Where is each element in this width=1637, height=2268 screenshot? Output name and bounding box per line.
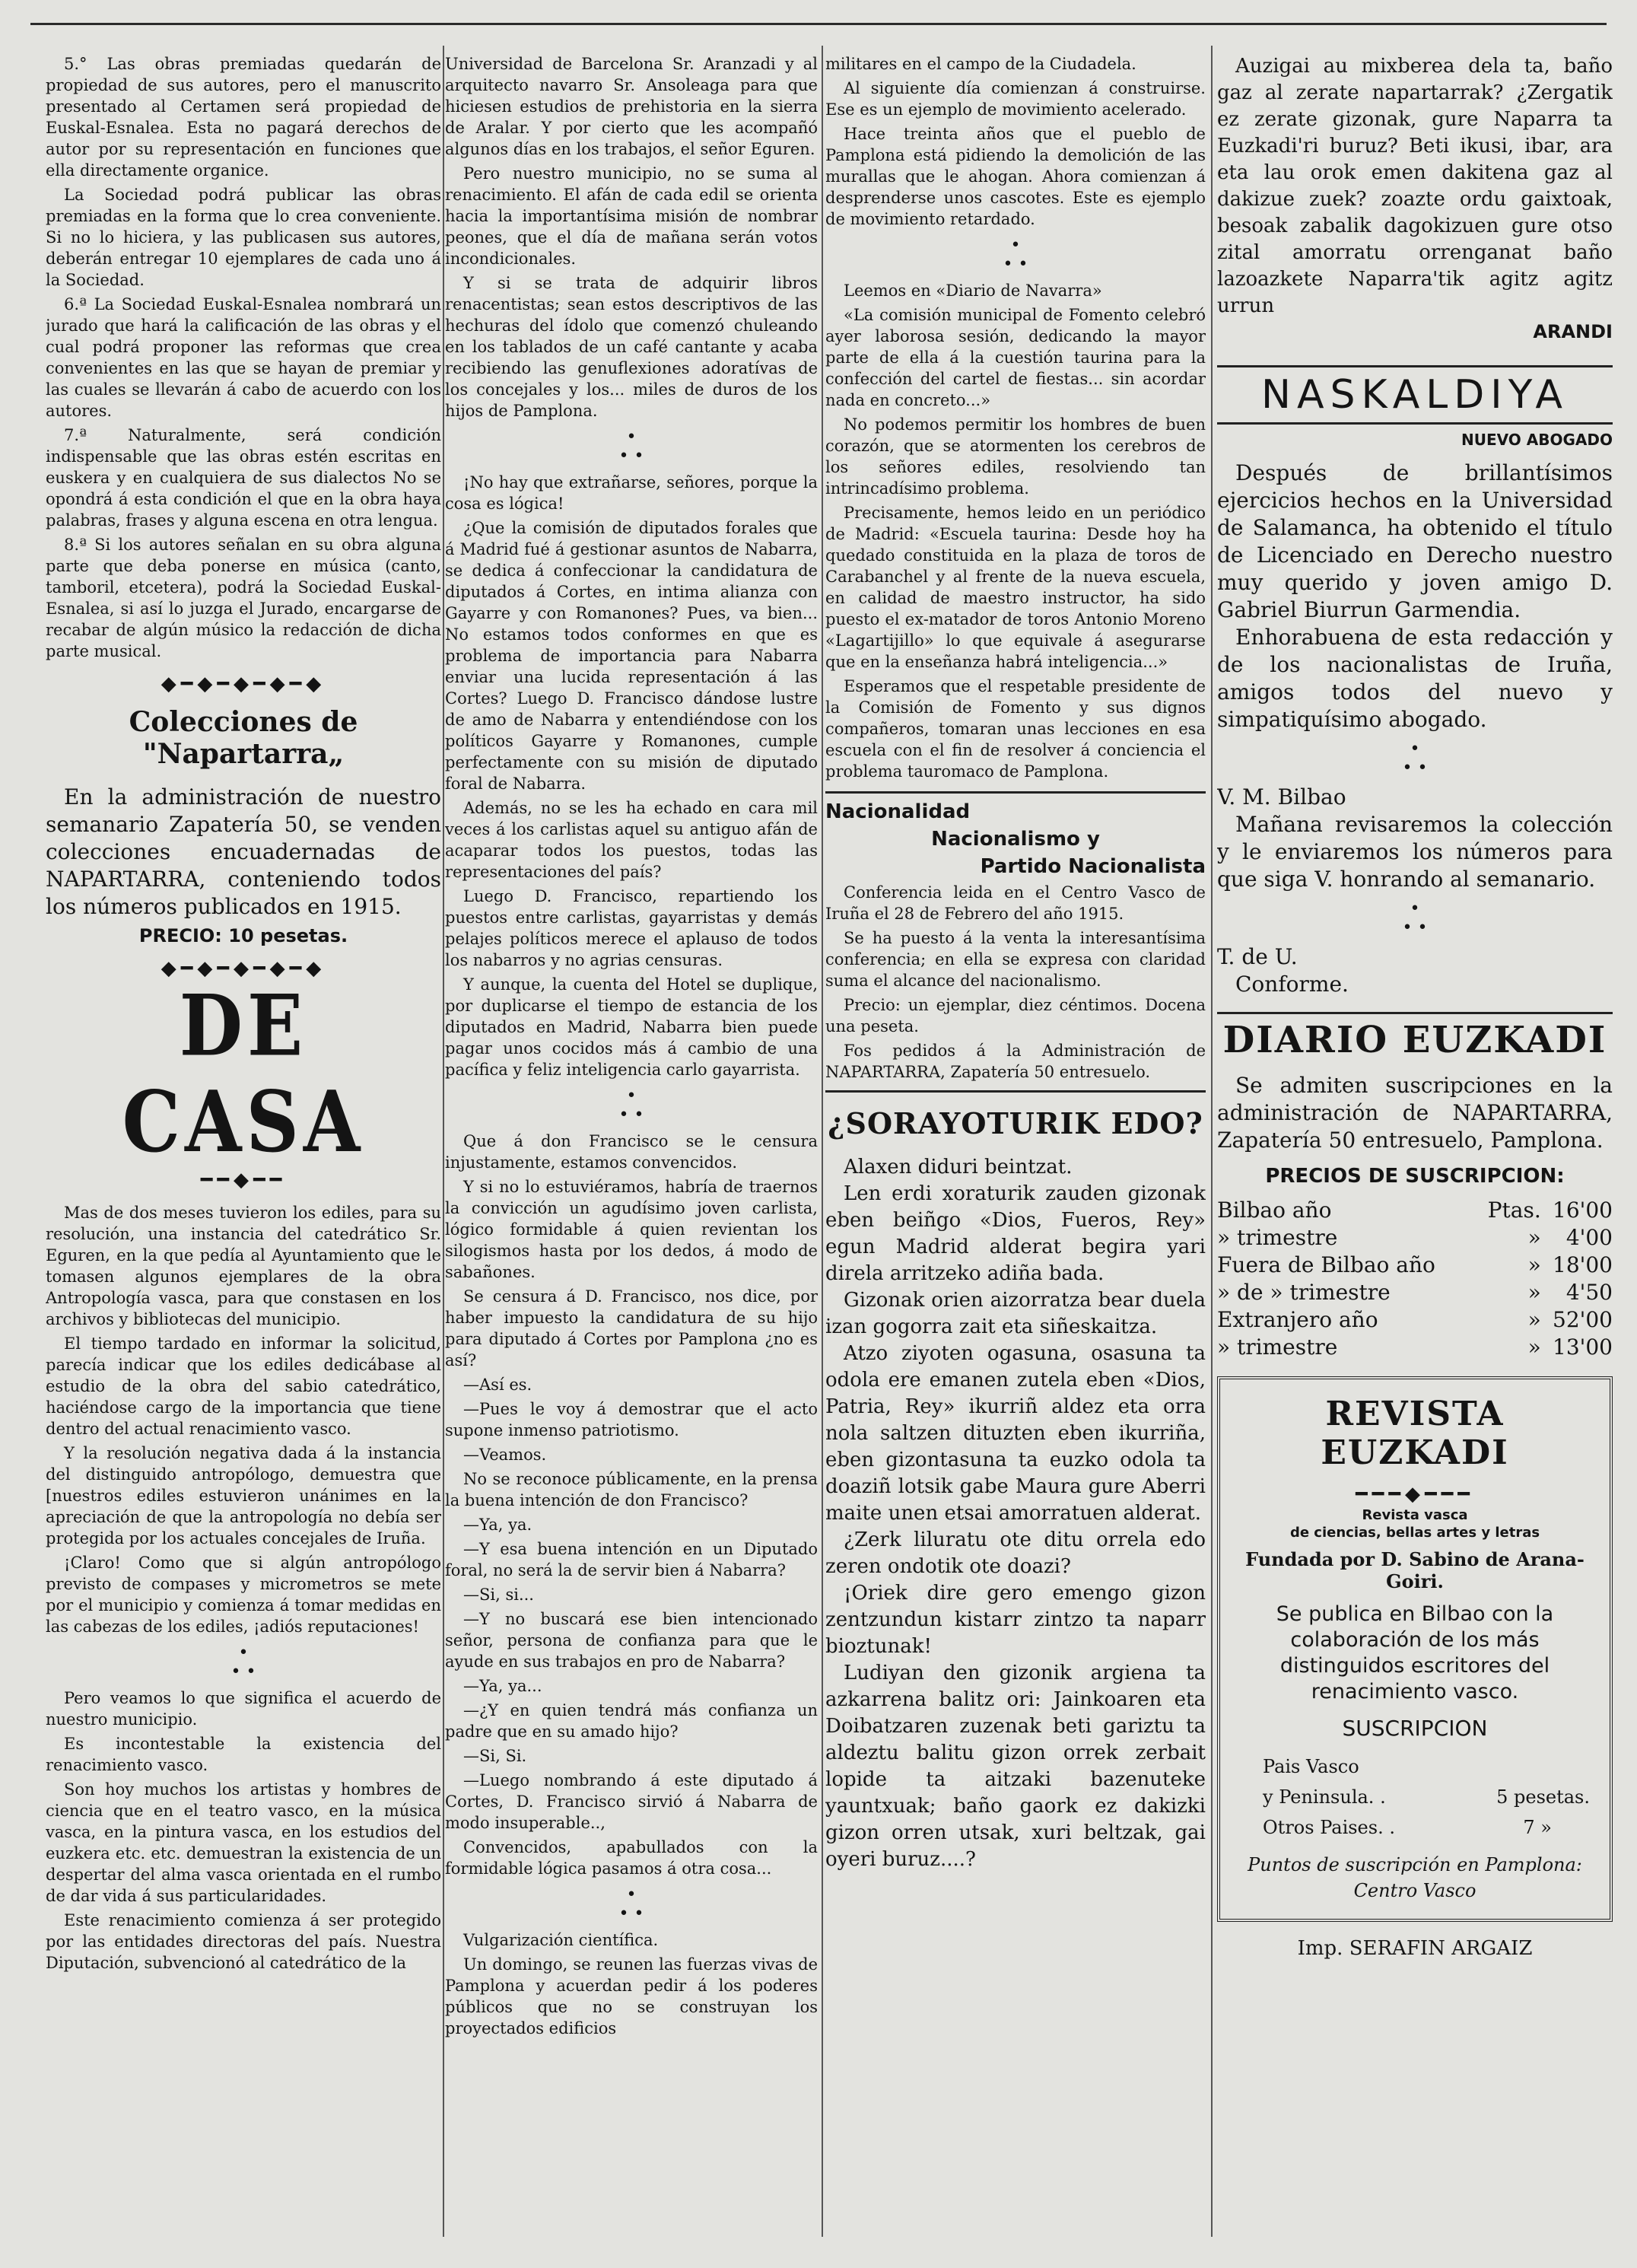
paragraph: Leemos en «Diario de Navarra» <box>844 282 1102 300</box>
nacionalidad-title-3: Partido Nacionalista <box>980 855 1206 878</box>
paragraph: 8.ª Si los autores señalan en su obra alguna parte que deba ponerse en música (canto, tamboril, etcetera), podrá la Sociedad Euskal-Esnalea, si así lo juzga el Jurado, encargarse de recabar de algún músico la redacción de dicha parte musical. <box>46 536 441 660</box>
table-cell: Bilbao año <box>1217 1198 1332 1223</box>
paragraph: Len erdi xoraturik zauden gizonak eben beiñgo «Dios, Fueros, Rey» egun Madrid alderat begira yari direla arritzeko adiña bada. <box>825 1182 1206 1285</box>
top-rule <box>30 23 1607 25</box>
paragraph: Mas de dos meses tuvieron los ediles, para su resolución, una instancia del catedrático Sr. Eguren, en la que pedía al Ayuntamiento que le tomasen algunos ejemplares de la obra Antropología vasca, para que constasen en los archivos y bibliotecas del municipio. <box>46 1204 441 1328</box>
paragraph: militares en el campo de la Ciudadela. <box>825 55 1136 73</box>
table-cell: Ptas. <box>1487 1198 1541 1223</box>
table-row <box>1217 1197 1613 1224</box>
dialog-line: —Ya, ya. <box>463 1516 532 1534</box>
paragraph: Conferencia leida en el Centro Vasco de Iruña el 28 de Febrero del año 1915. <box>825 883 1206 923</box>
paragraph: Atzo ziyoten ogasuna, osasuna ta odola ere emanen zutela eben «Dios, Patria, Rey» ikurriñ aldez eta orra nola saltzen dituzten eben ikurriña, eben gizontasuna ta euzko odola ta doaziñ lotsik gabe Maura gure Aberri maite unen etsai amorratuen alderat. <box>825 1342 1206 1525</box>
paragraph: Son hoy muchos los artistas y hombres de ciencia que en el teatro vasco, en la música vasca, en la pintura vasca, en los estudios del euzkera etc. etc. demuestran la existencia de un despertar del alma vasca orientada en el rumbo de dar vida á sus particularidades. <box>46 1780 441 1905</box>
puntos-suscripcion: Puntos de suscripción en Pamplona: Centro Vasco <box>1248 1854 1582 1901</box>
nacionalidad-title-1: Nacionalidad <box>825 800 971 823</box>
correspondent-label: V. M. Bilbao <box>1217 784 1346 810</box>
paragraph: ¡No hay que extrañarse, señores, porque la cosa es lógica! <box>445 473 818 513</box>
column-4 <box>1217 53 1613 2244</box>
list-label: Pais Vasco <box>1263 1756 1359 1777</box>
paragraph: Y si no lo estuviéramos, habría de traernos la convicción un agudísimo joven carlista, lógico formidable á quien revientan los silogismos hasta por los dedos, á modo de sabañones. <box>445 1178 818 1281</box>
table-cell: » <box>1527 1225 1541 1250</box>
list-label: y Peninsula. . <box>1263 1786 1386 1808</box>
paragraph: Y aunque, la cuenta del Hotel se duplique, por duplicarse el tiempo de estancia de los diputados en Madrid, Nabarra bien puede pagar unos cocidos más á cambio de una pacífica y feliz inteligencia carlo gayarrista. <box>445 975 818 1079</box>
nuevo-abogado-label: NUEVO ABOGADO <box>1461 431 1613 449</box>
dialog-line: —Si, Si. <box>463 1747 527 1765</box>
table-cell: Extranjero año <box>1217 1307 1378 1332</box>
ornament-divider: ━━◆━━ <box>200 1169 287 1191</box>
dialog-line: No se reconoce públicamente, en la prensa la buena intención de don Francisco? <box>445 1470 818 1509</box>
diario-euzkadi-heading: DIARIO EUZKADI <box>1222 1019 1607 1061</box>
column-divider <box>443 46 444 2237</box>
paragraph: 5.° Las obras premiadas quedarán de propiedad de sus autores, pero el manuscrito presentado al Certamen será propiedad de Euskal-Esnalea. Esta no pagará derechos de autor por su representación en funciones que ella directamente organice. <box>46 55 441 180</box>
paragraph: Fos pedidos á la Administración de NAPARTARRA, Zapatería 50 entresuelo. <box>825 1042 1206 1081</box>
table-row <box>1217 1224 1613 1252</box>
asterism: • • • <box>618 428 644 466</box>
dialog-line: —Así es. <box>463 1376 532 1394</box>
paragraph: Pero veamos lo que significa el acuerdo de nuestro municipio. <box>46 1689 441 1729</box>
table-cell: 13'00 <box>1553 1334 1613 1360</box>
table-cell: » <box>1527 1307 1541 1332</box>
sorayoturik-heading: ¿SORAYOTURIK EDO? <box>828 1106 1203 1140</box>
correspondent-label: T. de U. <box>1217 944 1298 969</box>
paragraph: El tiempo tardado en informar la solicitud, parecía indicar que los ediles dedicábase al estudio de la obra del sabio catedrático, haciéndose cargo de la importancia que tiene dentro del actual renacimiento vasco. <box>46 1334 441 1438</box>
list-item <box>1263 1782 1597 1812</box>
asterism: • • • <box>1402 740 1428 778</box>
table-row <box>1217 1306 1613 1334</box>
paragraph: ¡Claro! Como que si algún antropólogo previsto de compases y micrometros se mete por el municipio y comienza á tomar medidas en las cabezas de los ediles, ¡adiós reputaciones! <box>46 1554 441 1636</box>
colecciones-heading: Colecciones de "Napartarra„ <box>129 706 358 770</box>
paragraph: Auzigai au mixberea dela ta, baño gaz al zerate napartarrak? ¿Zergatik ez zerate gizonak, gure Naparra ta Euzkadi'ri buruz? Beti ikusi, ibar, ara eta lau orok emen dakitena gaz al dakizue zuek? zoazte ordu gaixtoak, besoak zabalik dagokizuen gure otso zital amorratu orrenganat baño lazoazkete Naparra'tik agitz agitz urrun <box>1217 55 1613 317</box>
asterism: • • • <box>618 1086 644 1124</box>
table-cell: » de » trimestre <box>1217 1280 1391 1305</box>
paragraph: Hace treinta años que el pueblo de Pamplona está pidiendo la demolición de las murallas que le ahogan. Ahora comienzan á desprenderse unos cascotes. Este es ejemplo de movimiento retardado. <box>825 125 1206 228</box>
imprenta-credit: Imp. SERAFIN ARGAIZ <box>1297 1937 1533 1960</box>
paragraph: Y si se trata de adquirir libros renacentistas; sean estos descriptivos de las hechuras del ídolo que comenzó chuleando en los tablados de un café cantante y acaba recibiendo las genuflexiones adoratívas de los concejales y los... miles de duros de los hijos de Pamplona. <box>445 274 818 420</box>
section-rule <box>1217 1012 1613 1014</box>
revista-subtitle: de ciencias, bellas artes y letras <box>1289 1525 1540 1541</box>
table-cell: » trimestre <box>1217 1334 1338 1360</box>
paragraph: Un domingo, se reunen las fuerzas vivas de Pamplona y acuerdan pedir á los poderes públicos que no se construyan los proyectados edificios <box>445 1955 818 2037</box>
table-row <box>1217 1252 1613 1279</box>
ornament-divider: ━━━◆━━━ <box>1356 1483 1474 1506</box>
paragraph: Universidad de Barcelona Sr. Aranzadi y al arquitecto navarro Sr. Ansoleaga para que hiciesen estudios de prehistoria en la sierra de Aralar. Y por cierto que les acompañó algunos días en los trabajos, el señor Eguren. <box>445 55 818 158</box>
price-table <box>1217 1197 1613 1361</box>
paragraph: Conforme. <box>1235 972 1349 997</box>
asterism: • • • <box>230 1643 256 1681</box>
paragraph: Se ha puesto á la venta la interesantísima conferencia; en ella se expresa con claridad suma el alcance del nacionalismo. <box>825 929 1206 990</box>
paragraph: Esperamos que el respetable presidente de la Comisión de Fomento y sus dignos compañeros, tomaran unas lecciones en esa escuela con el fin de resolver á conciencia el problema tauromaco de Pamplona. <box>825 677 1206 781</box>
paragraph: Luego D. Francisco, repartiendo los puestos entre carlistas, gayarristas y demás pelajes políticos merece el aplauso de todos los nabarros y no agrias censuras. <box>445 887 818 969</box>
vulgarizacion-title: Vulgarización científica. <box>463 1931 659 1949</box>
revista-euzkadi-box <box>1217 1376 1613 1922</box>
revista-subtitle: Revista vasca <box>1362 1507 1468 1523</box>
list-value: 7 » <box>1523 1817 1552 1838</box>
column-2 <box>445 53 818 2244</box>
paragraph: Gizonak orien aizorratza bear duela izan gogorra zait eta siñeskaitza. <box>825 1289 1206 1338</box>
dialog-line: —Luego nombrando á este diputado á Cortes, D. Francisco sirvió á Nabarra de modo insuperable.., <box>445 1771 818 1832</box>
table-cell: 4'50 <box>1565 1280 1613 1305</box>
paragraph: Además, no se les ha echado en cara mil veces á los carlistas aquel su antiguo afán de acaparar todos los puestos, todas las representaciones del país? <box>445 799 818 881</box>
list-label: Otros Paises. . <box>1263 1817 1395 1838</box>
ornament-divider: ◆━◆━◆━◆━◆ <box>161 673 326 695</box>
paragraph: Se admiten suscripciones en la administración de NAPARTARRA, Zapatería 50 entresuelo, Pamplona. <box>1217 1073 1613 1153</box>
list-item <box>1263 1751 1597 1782</box>
table-cell: » <box>1527 1334 1541 1360</box>
naskaldiya-heading: NASKALDIYA <box>1217 365 1613 425</box>
de-casa-heading: DE CASA <box>122 976 365 1172</box>
paragraph: Y la resolución negativa dada á la instancia del distinguido antropólogo, demuestra que [nuestros ediles estuvieron unánimes en la apreciación de que la antropología no debía ser protegida por los actuales concejales de Iruña. <box>46 1444 441 1548</box>
paragraph: Mañana revisaremos la colección y le enviaremos los números para que siga V. honrando al semanario. <box>1217 812 1613 892</box>
column-1 <box>46 53 441 2244</box>
dialog-line: —Y esa buena intención en un Diputado foral, no será la de servir bien á Nabarra? <box>445 1540 818 1579</box>
table-row <box>1217 1334 1613 1361</box>
dialog-line: —Ya, ya... <box>463 1677 542 1695</box>
revista-text: Se publica en Bilbao con la colaboración de los más distinguidos escritores del renacimiento vasco. <box>1276 1602 1554 1703</box>
column-3 <box>825 53 1206 2244</box>
signature: ARANDI <box>1533 321 1613 342</box>
paragraph: «La comisión municipal de Fomento celebró ayer laborosa sesión, dedicando la mayor parte de ella á la cuestión taurina para la confección del cartel de fiestas... sin acordar nada en concreto...» <box>825 306 1206 409</box>
paragraph: Enhorabuena de esta redacción y de los nacionalistas de Iruña, amigos todos del nuevo y simpatiquísimo abogado. <box>1217 625 1613 732</box>
section-rule <box>825 791 1206 794</box>
revista-founder: Fundada por D. Sabino de Arana-Goiri. <box>1245 1548 1585 1592</box>
column-divider <box>822 46 823 2237</box>
paragraph: ¿Zerk liluratu ote ditu orrela edo zeren ondotik ote doazi? <box>825 1528 1206 1578</box>
paragraph: Que á don Francisco se le censura injustamente, estamos convencidos. <box>445 1132 818 1172</box>
list-item <box>1263 1812 1597 1843</box>
suscripcion-heading: SUSCRIPCION <box>1342 1716 1488 1741</box>
table-cell: Fuera de Bilbao año <box>1217 1252 1435 1277</box>
precio-label: PRECIO: 10 pesetas. <box>138 925 348 946</box>
asterism: • • • <box>1003 236 1028 274</box>
suscripcion-list <box>1232 1751 1597 1843</box>
table-cell: » <box>1527 1280 1541 1305</box>
revista-euzkadi-heading: REVISTA EUZKADI <box>1321 1395 1509 1472</box>
dialog-line: Convencidos, apabullados con la formidable lógica pasamos á otra cosa... <box>445 1838 818 1878</box>
paragraph: ¡Oriek dire gero emengo gizon zentzundun kistarr zintzo ta naparr bioztunak! <box>825 1582 1206 1658</box>
colecciones-text: En la administración de nuestro semanario Zapatería 50, se venden colecciones encuadernadas de NAPARTARRA, conteniendo todos los números publicados en 1915. <box>46 784 441 919</box>
table-cell: 52'00 <box>1553 1307 1613 1332</box>
table-cell: 4'00 <box>1565 1225 1613 1250</box>
paragraph: Es incontestable la existencia del renacimiento vasco. <box>46 1735 441 1774</box>
paragraph: Precio: un ejemplar, diez céntimos. Docena una peseta. <box>825 996 1206 1035</box>
ornament-divider: ◆━◆━◆━◆━◆ <box>161 957 326 980</box>
asterism: • • • <box>618 1885 644 1923</box>
paragraph: Este renacimiento comienza á ser protegido por las entidades directoras del país. Nuestra Diputación, subvencionó al catedrático de la <box>46 1911 441 1972</box>
paragraph: Precisamente, hemos leido en un periódico de Madrid: «Escuela taurina: Desde hoy ha quedado constituida en la plaza de toros de Carabanchel y al frente de la nueva escuela, en calidad de maestro instructor, ha sido puesto el ex-matador de toros Antonio Moreno «Lagartijillo» lo que equivale á asegurarse que en la enseñanza habrá inteligencia...» <box>825 504 1206 671</box>
paragraph: 7.ª Naturalmente, será condición indispensable que las obras estén escritas en euskera y en cualquiera de sus dialectos No se opondrá á esta condición el que en la obra haya palabras, frases y alguna escena en otra lengua. <box>46 426 441 530</box>
list-value: 5 pesetas. <box>1496 1786 1590 1808</box>
table-cell: 16'00 <box>1553 1198 1613 1223</box>
paragraph: No podemos permitir los hombres de buen corazón, que se atormenten los cerebros de los señores ediles, resolviendo tan intrincadísimo problema. <box>825 415 1206 498</box>
paragraph: La Sociedad podrá publicar las obras premiadas en la forma que lo crea conveniente. Si no lo hiciera, y las publicasen sus autores, deberán entregar 10 ejemplares de cada uno á la Sociedad. <box>46 186 441 289</box>
dialog-line: —Veamos. <box>463 1446 547 1464</box>
paragraph: Al siguiente día comienzan á construirse. Ese es un ejemplo de movimiento acelerado. <box>825 79 1206 119</box>
nacionalidad-title-2: Nacionalismo y <box>931 828 1100 851</box>
dialog-line: —Pues le voy á demostrar que el acto supone inmenso patriotismo. <box>445 1400 818 1439</box>
table-cell: » trimestre <box>1217 1225 1338 1250</box>
dialog-line: —Y no buscará ese bien intencionado señor, persona de confianza para que le ayude en sus trabajos en pro de Nabarra? <box>445 1610 818 1671</box>
asterism: • • • <box>1402 899 1428 937</box>
column-divider <box>1211 46 1213 2237</box>
paragraph: Después de brillantísimos ejercicios hechos en la Universidad de Salamanca, ha obtenido el título de Licenciado en Derecho nuestro muy querido y joven amigo D. Gabriel Biurrun Garmendia. <box>1217 460 1613 622</box>
dialog-line: —Si, si... <box>463 1586 534 1604</box>
paragraph: 6.ª La Sociedad Euskal-Esnalea nombrará un jurado que hará la calificación de las obras y el cual podrá proponer las reformas que crea convenientes en las que se hayan de premiar y las cuales se llevarán á cabo de acuerdo con los autores. <box>46 295 441 420</box>
paragraph: ¿Que la comisión de diputados forales que á Madrid fué á gestionar asuntos de Nabarra, se dedica á confeccionar la candidatura de diputados á Cortes, en intima alianza con Gayarre y con Romanones? Pues, va bien... No estamos todos conformes en que es problema de importancia para Nabarra enviar una lucida representación á las Cortes? Luego D. Francisco dándose lustre de amo de Nabarra y entendiéndose con los políticos Gayarre y Romanones, cumple perfectamente con su misión de diputado foral de Nabarra. <box>445 519 818 793</box>
table-row <box>1217 1279 1613 1306</box>
precios-heading: PRECIOS DE SUSCRIPCION: <box>1265 1165 1565 1188</box>
paragraph: Se censura á D. Francisco, nos dice, por haber impuesto la candidatura de su hijo para diputado á Cortes por Pamplona ¿no es así? <box>445 1287 818 1369</box>
section-rule <box>825 1090 1206 1093</box>
paragraph: Ludiyan den gizonik argiena ta azkarrena balitz ori: Jainkoaren eta Doibatzaren zuzenak beti gariztu ta aldeztu balitu gizon orrek zerbait lopide ta aitzaki bazenuteke yauntxuak; baño gaork ez dakizki gizon orren utsak, xuri beltzak, gai oyeri buruz....? <box>825 1662 1206 1871</box>
paragraph: Alaxen diduri beintzat. <box>844 1156 1073 1179</box>
table-cell: » <box>1527 1252 1541 1277</box>
dialog-line: —¿Y en quien tendrá más confianza un padre que en su amado hijo? <box>445 1701 818 1741</box>
table-cell: 18'00 <box>1553 1252 1613 1277</box>
paragraph: Pero nuestro municipio, no se suma al renacimiento. El afán de cada edil se orienta hacia la importantísima misión de nombrar peones, que el día de mañana serán votos incondicionales. <box>445 164 818 268</box>
